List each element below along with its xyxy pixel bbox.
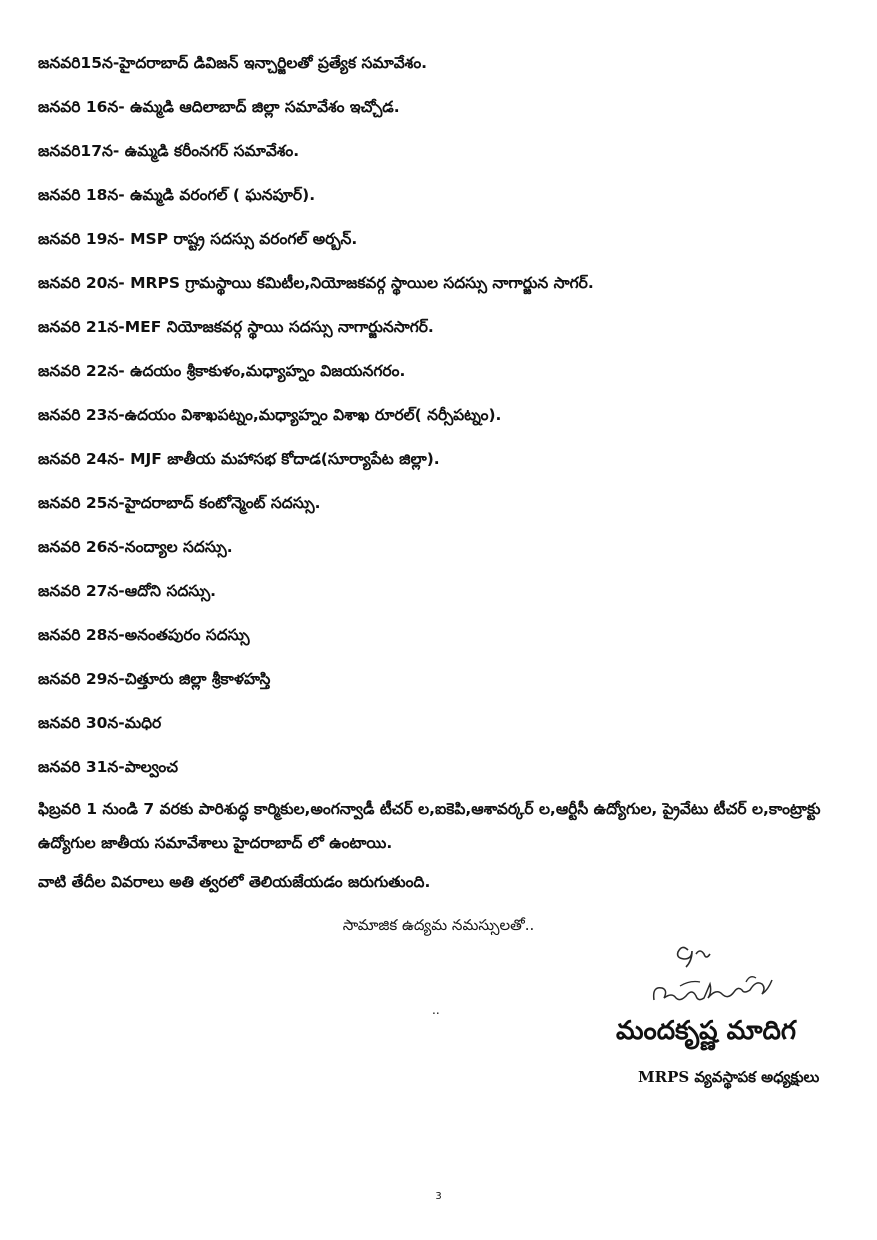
signature-block — [596, 938, 856, 1098]
schedule-item-jan-23: జనవరి 23న-ఉదయం విశాఖపట్నం,మధ్యాహ్నం విశాఖ రూరల్( నర్సీపట్నం). — [38, 406, 502, 424]
february-meetings-paragraph: ఫిబ్రవరి 1 నుండి 7 వరకు పారిశుద్ధ కార్మికుల,అంగన్వాడీ టీచర్ ల,ఐకెపి,ఆశావర్కర్ ల,ఆర్టీసీ ఉద్యోగుల, ప్రైవేటు టీచర్ ల,కాంట్రాక్టు ఉద్యోగుల జాతీయ సమావేశాలు హైదరాబాద్ లో ఉంటాయి. — [38, 800, 821, 852]
closing-greeting: సామాజిక ఉద్యమ నమస్సులతో.. — [342, 916, 535, 934]
schedule-item-jan-30: జనవరి 30న-మధిర — [38, 714, 162, 732]
signatory-name: మందకృష్ణ మాదిగ — [616, 1016, 796, 1046]
dots-mark: .. — [432, 1003, 440, 1017]
schedule-item-jan-29: జనవరి 29న-చిత్తూరు జిల్లా శ్రీకాళహస్తి — [38, 670, 271, 688]
schedule-item-jan-25: జనవరి 25న-హైదరాబాద్ కంటోన్మెంట్ సదస్సు. — [38, 494, 321, 512]
schedule-item-jan-19: జనవరి 19న- MSP రాష్ట్ర సదస్సు వరంగల్ అర్బన్. — [38, 230, 358, 248]
meeting-schedule-list — [38, 50, 848, 798]
schedule-item-jan-26: జనవరి 26న-నంద్యాల సదస్సు. — [38, 538, 233, 556]
schedule-item-jan-22: జనవరి 22న- ఉదయం శ్రీకాకుళం,మధ్యాహ్నం విజయనగరం. — [38, 362, 406, 380]
schedule-item-jan-15: జనవరి15న-హైదరాబాద్ డివిజన్ ఇన్చార్జిలతో ప్రత్యేక సమావేశం. — [38, 54, 428, 72]
schedule-item-jan-27: జనవరి 27న-ఆదోని సదస్సు. — [38, 582, 217, 600]
handwritten-signature — [596, 938, 836, 1018]
schedule-item-jan-17: జనవరి17న- ఉమ్మడి కరీంనగర్ సమావేశం. — [38, 142, 300, 160]
page-number: 3 — [435, 1191, 442, 1202]
signatory-title: MRPS వ్యవస్థాపక అధ్యక్షులు — [638, 1068, 820, 1086]
schedule-item-jan-16: జనవరి 16న- ఉమ్మడి ఆదిలాబాద్ జిల్లా సమావేశం ఇచ్చోడ. — [38, 98, 400, 116]
schedule-item-jan-31: జనవరి 31న-పాల్వంచ — [38, 758, 179, 776]
schedule-item-jan-20: జనవరి 20న- MRPS గ్రామస్థాయి కమిటీల,నియోజకవర్గ స్థాయిల సదస్సు నాగార్జున సాగర్. — [38, 274, 594, 292]
schedule-item-jan-18: జనవరి 18న- ఉమ్మడి వరంగల్ ( ఘనపూర్). — [38, 186, 316, 204]
dates-note: వాటి తేదీల వివరాలు అతి త్వరలో తెలియజేయడం జరుగుతుంది. — [38, 873, 431, 891]
schedule-item-jan-21: జనవరి 21న-MEF నియోజకవర్గ స్థాయి సదస్సు నాగార్జునసాగర్. — [38, 318, 434, 336]
schedule-item-jan-28: జనవరి 28న-అనంతపురం సదస్సు — [38, 626, 250, 644]
schedule-item-jan-24: జనవరి 24న- MJF జాతీయ మహాసభ కోదాడ(సూర్యాపేట జిల్లా). — [38, 450, 440, 468]
